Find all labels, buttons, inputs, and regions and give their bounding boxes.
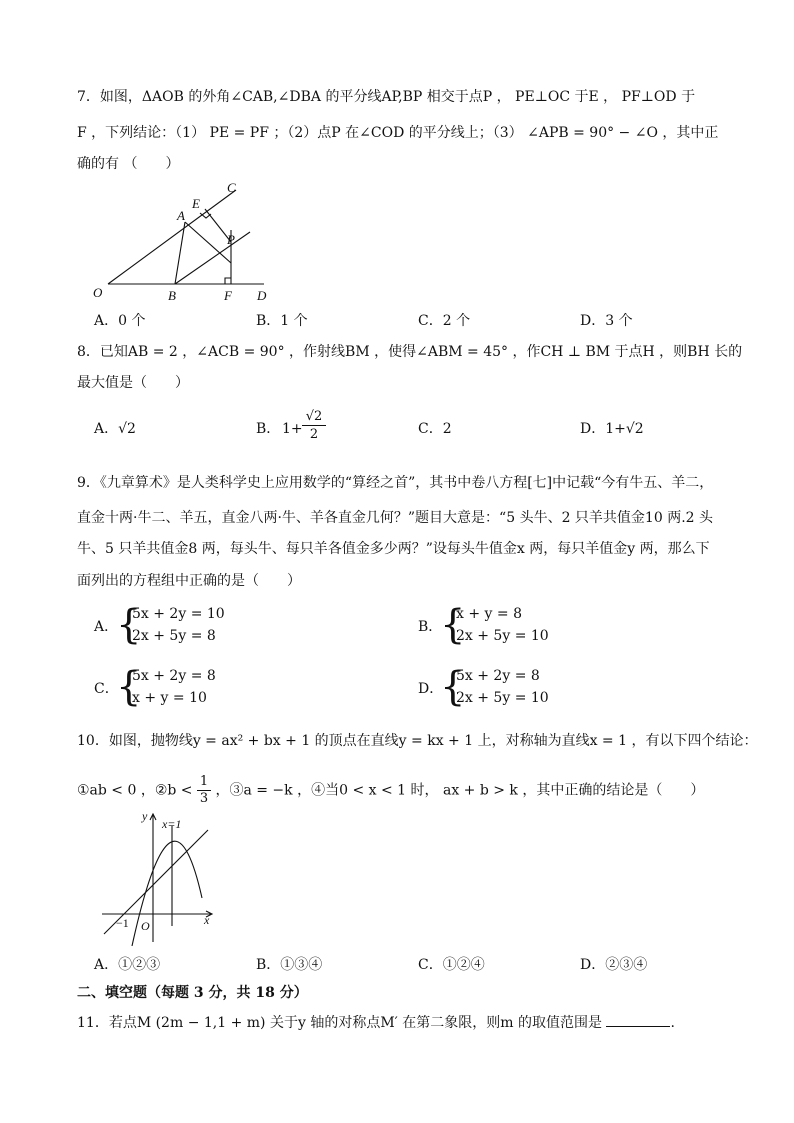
q9-option-a-label[interactable]: A．	[94, 619, 119, 635]
q10-figure	[96, 806, 226, 946]
q8-option-b-numerator: √2	[302, 408, 326, 426]
q8-option-a[interactable]	[94, 420, 136, 438]
label-p: P	[227, 232, 235, 247]
q8-option-c[interactable]	[418, 420, 452, 438]
q9-option-a-eq2: 2x + 5y = 8	[132, 628, 216, 644]
q10-line-1: 10．如图，抛物线y = ax² + bx + 1 的顶点在直线y = kx + 1 上，对称轴为直线x = 1 ，有以下四个结论：	[77, 733, 758, 749]
q9-option-c-eq2: x + y = 10	[132, 690, 207, 706]
q10-line-2	[77, 774, 704, 807]
q10-fraction-denominator: 3	[199, 791, 209, 806]
q7-option-d[interactable]: D．3 个	[580, 313, 633, 329]
q8-line-2: 最大值是（ ）	[77, 375, 189, 391]
q7-figure	[88, 176, 278, 306]
q7-option-a[interactable]: A．0 个	[94, 313, 146, 329]
section-2-title: 二、填空题（每题 3 分，共 18 分）	[77, 985, 308, 1001]
label-d: D	[257, 288, 267, 303]
q9-option-c-eq1: 5x + 2y = 8	[132, 668, 216, 684]
q8-option-d[interactable]	[580, 420, 644, 438]
q7-option-b[interactable]: B．1 个	[256, 313, 308, 329]
label-e: E	[192, 196, 200, 211]
label-y: y	[142, 809, 148, 823]
label-c: C	[227, 180, 236, 195]
q10-fraction-numerator: 1	[197, 774, 211, 791]
q9-option-c-label[interactable]: C．	[94, 681, 119, 697]
label-axis-x1: x=1	[162, 817, 182, 831]
q9-option-b-label[interactable]: B．	[418, 619, 443, 635]
q8-line-1: 8．已知AB = 2 ，∠ACB = 90° ，作射线BM ，使得∠ABM = 45° ，作CH ⊥ BM 于点H ，则BH 长的	[77, 344, 743, 360]
q9-option-c-brace: {	[116, 664, 142, 710]
q8-option-c-label: C．	[418, 421, 443, 437]
q9-line-4: 面列出的方程组中正确的是（ ）	[77, 573, 301, 589]
label-b: B	[168, 288, 176, 303]
q9-line-1: 9．《九章算术》是人类科学史上应用数学的“算经之首”，其书中卷八方程[七]中记载“今有牛五、羊二，	[77, 475, 714, 491]
q10-line-2-part-b: ，③a = −k ，④当0 < x < 1 时， ax + b > k ，其中正确的结论是（ ）	[215, 782, 705, 799]
q10-option-a[interactable]: A．①②③	[94, 957, 161, 973]
q8-option-b-prefix: 1+	[282, 421, 303, 437]
q10-option-b[interactable]: B．①③④	[256, 957, 323, 973]
q8-option-d-label: D．	[580, 421, 606, 437]
q8-option-b-denominator: 2	[309, 427, 319, 442]
q9-option-a-brace: {	[116, 602, 142, 648]
q10-line-2-part-a: ①ab < 0 ，②b <	[77, 782, 193, 799]
q8-option-a-label: A．	[94, 421, 119, 437]
q9-option-d-eq2: 2x + 5y = 10	[456, 690, 549, 706]
q9-option-d-eq1: 5x + 2y = 8	[456, 668, 540, 684]
q7-line-2: F ，下列结论：（1） PE = PF ；（2）点P 在∠COD 的平分线上；（3） ∠APB = 90° − ∠O ，其中正	[77, 125, 719, 141]
q11-line	[77, 1014, 675, 1032]
q9-line-2: 直金十两·牛二、羊五，直金八两·牛、羊各直金几何？”题目大意是：“5 头牛、2 只羊共值金10 两.2 头	[77, 510, 713, 526]
q9-option-b-brace: {	[440, 602, 466, 648]
q9-line-3: 牛、5 只羊共值金8 两，每头牛、每只羊各值金多少两？”设每头牛值金x 两，每只羊值金y 两，那么下	[77, 541, 710, 557]
q11-end: .	[670, 1015, 675, 1031]
q11-answer-blank[interactable]	[606, 1014, 670, 1027]
q11-text: 11．若点M (2m − 1,1 + m) 关于y 轴的对称点M′ 在第二象限，则m 的取值范围是	[77, 1015, 603, 1031]
q7-option-c[interactable]: C．2 个	[418, 313, 471, 329]
segment-ap	[185, 222, 231, 263]
q9-option-d-label[interactable]: D．	[418, 681, 444, 697]
q7-line-3: 确的有 （ ）	[77, 156, 180, 172]
label-origin: O	[141, 919, 150, 933]
q9-option-d-brace: {	[440, 664, 466, 710]
ray-oc	[108, 190, 236, 284]
q8-option-d-value: 1+√2	[605, 421, 644, 437]
q9-option-b-eq2: 2x + 5y = 10	[456, 628, 549, 644]
label-o: O	[93, 285, 103, 300]
right-angle-f	[225, 278, 231, 284]
q10-option-c[interactable]: C．①②④	[418, 957, 485, 973]
q8-option-c-value: 2	[442, 421, 452, 437]
q7-line-1: 7．如图，ΔAOB 的外角∠CAB,∠DBA 的平分线AP,BP 相交于点P ， PE⊥OC 于E ， PF⊥OD 于	[77, 89, 696, 105]
q10-fraction	[197, 774, 211, 807]
label-x: x	[204, 913, 210, 927]
label-f: F	[224, 288, 232, 303]
q9-option-b-eq1: x + y = 8	[456, 606, 522, 622]
q8-option-b-label: B．	[256, 421, 281, 437]
q9-option-a-eq1: 5x + 2y = 10	[132, 606, 225, 622]
q10-option-d[interactable]: D．②③④	[580, 957, 648, 973]
q8-option-b-fraction	[302, 408, 326, 443]
label-a: A	[177, 208, 185, 223]
line-bp	[175, 232, 250, 284]
q8-option-a-value: √2	[118, 421, 136, 437]
label-neg1: −1	[116, 916, 129, 930]
